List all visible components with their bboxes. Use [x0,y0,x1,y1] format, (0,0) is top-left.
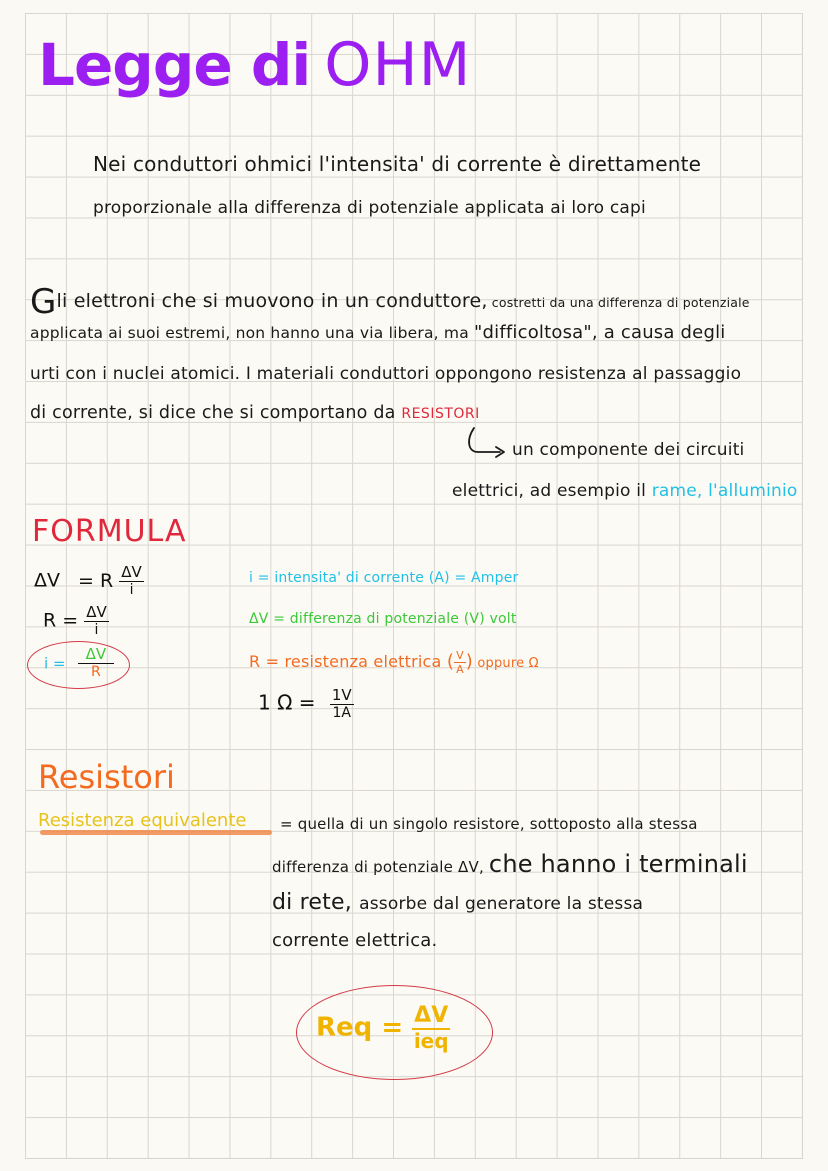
legend-resistance: R = resistenza elettrica ( $\frac{V}{A}$ ) oppure Ω [249,649,539,676]
resistori-line-3-b: assorbe dal generatore la stessa [359,894,644,914]
eq2-numerator: ΔV [86,603,107,621]
legend-unit-fraction [454,650,466,675]
eq1-lhs: ΔV [34,569,60,592]
paragraph-line-1 [30,282,750,322]
legend-potential-difference: ΔV = differenza di potenziale (V) volt [249,611,517,627]
equation-3 [44,647,114,679]
resistori-line-1: = quella di un singolo resistore, sottoposto alla stessa [280,815,698,833]
paragraph-line-4-text: di corrente, si dice che si comportano da [30,403,402,423]
legend-intensity: i = intensita' di corrente (A) = Amper [249,570,519,586]
eq1-fraction [119,565,144,597]
paragraph-line-2-b: "difficoltosa", a causa degli [474,322,726,343]
equation-1 [34,565,144,597]
intro-line-2: proporzionale alla differenza di potenziale applicata ai loro capi [93,198,646,218]
legend-resistance-alt: oppure Ω [473,656,539,671]
resistori-line-2-big: che hanno i terminali [488,850,748,878]
paragraph-line-2 [30,322,725,343]
material-examples: rame, l'alluminio [651,481,798,501]
resistori-line-2-small: differenza di potenziale ΔV, [272,858,489,876]
legend-resistance-text: R = resistenza elettrica [249,652,447,671]
eq2-lhs: R = [43,609,79,632]
req-lhs: Req = [316,1012,404,1043]
title-part-1: Legge di [38,31,311,99]
legend-unit-num: V [456,649,464,662]
intro-line-1: Nei conduttori ohmici l'intensita' di corrente è direttamente [93,152,702,176]
eq3-fraction [78,647,115,679]
req-fraction [412,1005,450,1051]
ohm-unit-denominator: 1A [332,705,351,721]
eq2-fraction [84,605,109,637]
req-formula [316,1005,450,1051]
paragraph-line-4 [30,403,480,423]
definition-line-2-text: elettrici, ad esempio il [452,481,652,501]
resistori-line-4: corrente elettrica. [272,930,438,951]
formula-heading: FORMULA [32,514,187,549]
ohm-unit-equation [258,688,354,720]
req-denominator: ieq [413,1029,449,1053]
ohm-unit-fraction [330,688,354,720]
curved-arrow-icon [466,426,508,460]
definition-line-2 [452,481,798,501]
page-title [38,30,471,100]
eq1-op: = R [78,569,114,592]
resistori-line-3 [272,890,643,915]
eq3-numerator: ΔV [78,647,115,664]
paragraph-line-3: urti con i nuclei atomici. I materiali conduttori oppongono resistenza al passaggio [30,364,742,384]
title-part-2: OHM [324,30,472,100]
eq1-denominator: i [129,582,134,598]
resistori-highlight: RESISTORI [401,406,480,422]
resistori-line-2 [272,850,748,878]
paragraph-line-2-a: applicata ai suoi estremi, non hanno una via libera, ma [30,324,475,342]
ohm-unit-lhs: 1 Ω = [258,690,316,715]
eq3-lhs: i = [44,654,66,673]
eq1-numerator: ΔV [121,563,142,581]
resistori-line-3-a: di rete, [272,890,360,915]
ohm-unit-numerator: 1V [331,686,352,704]
equivalent-resistance-term: Resistenza equivalente [38,810,247,831]
eq2-denominator: i [94,622,99,638]
req-numerator: ΔV [414,1003,449,1028]
resistori-heading: Resistori [38,758,175,796]
paragraph-line-1-main: li elettroni che si muovono in un conduttore, [56,290,488,312]
definition-line-1: un componente dei circuiti [512,440,745,460]
paragraph-line-1-small: costretti da una differenza di potenziale [487,295,750,310]
drop-cap: G [30,282,57,322]
equation-2 [43,605,109,637]
eq3-denominator: R [90,664,101,680]
legend-unit-den: A [456,663,464,676]
